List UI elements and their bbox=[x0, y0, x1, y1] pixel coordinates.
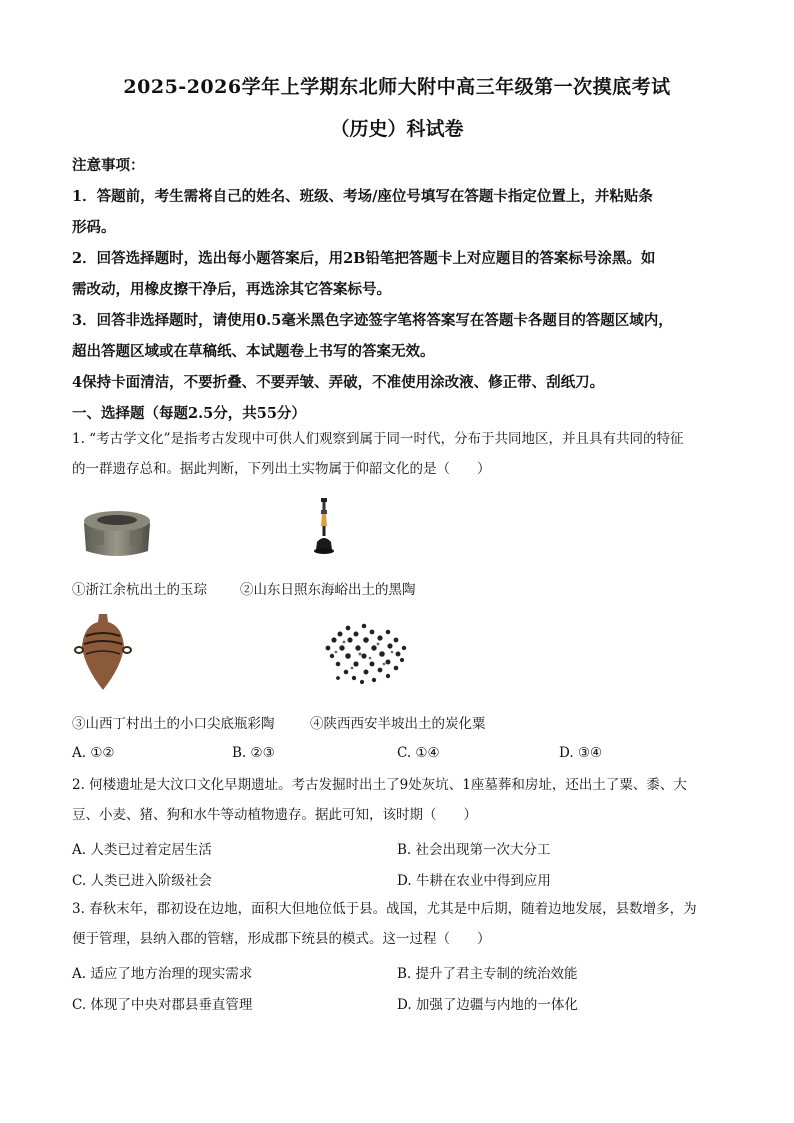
figure-caption-1: ①浙江余杭出土的玉琮 bbox=[72, 582, 207, 598]
option-a: A. 适应了地方治理的现实需求 bbox=[72, 966, 253, 982]
note-line: 3．回答非选择题时，请使用0.5毫米黑色字迹签字笔将答案写在答题卡各题目的答题区域内， bbox=[72, 312, 673, 329]
note-line: 2．回答选择题时，选出每小题答案后，用2B铅笔把答题卡上对应题目的答案标号涂黑。如 bbox=[72, 250, 656, 267]
question-1 bbox=[72, 424, 732, 484]
option-c: C. 体现了中央对郡县垂直管理 bbox=[72, 997, 253, 1013]
note-line: 形码。 bbox=[72, 219, 116, 236]
option-c: C. 人类已进入阶级社会 bbox=[72, 873, 212, 889]
option-d: D. 加强了边疆与内地的一体化 bbox=[397, 997, 578, 1013]
jade-cong-image bbox=[78, 505, 156, 561]
note-line: 1．答题前，考生需将自己的姓名、班级、考场/座位号填写在答题卡指定位置上，并粘贴条 bbox=[72, 188, 653, 205]
option-d: D. ③④ bbox=[559, 745, 603, 761]
notes-heading: 注意事项： bbox=[72, 157, 145, 174]
note-line: 需改动，用橡皮擦干净后，再选涂其它答案标号。 bbox=[72, 281, 391, 298]
question-2-stem-line: 2. 何楼遗址是大汶口文化早期遗址。考古发掘时出土了9处灰坑、1座墓葬和房址，还出土了粟、黍、大 bbox=[72, 777, 687, 793]
black-pottery-image bbox=[308, 496, 340, 558]
section-heading: 一、选择题（每题2.5分，共55分） bbox=[72, 405, 306, 422]
question-2-stem-line: 豆、小麦、猪、狗和水牛等动植物遗存。据此可知，该时期（ ） bbox=[72, 807, 477, 823]
question-3-stem-line: 便于管理，县纳入郡的管辖，形成郡下统县的模式。这一过程（ ） bbox=[72, 931, 491, 947]
figure-caption-3: ③山西丁村出土的小口尖底瓶彩陶 bbox=[72, 716, 275, 732]
note-line: 超出答题区域或在草稿纸、本试题卷上书写的答案无效。 bbox=[72, 343, 435, 360]
option-c: C. ①④ bbox=[397, 745, 440, 761]
question-3-options-row-1 bbox=[72, 962, 732, 984]
figure-caption-4: ④陕西西安半坡出土的炭化粟 bbox=[310, 716, 486, 732]
option-d: D. 牛耕在农业中得到应用 bbox=[397, 873, 551, 889]
question-2-options-row-2 bbox=[72, 869, 732, 891]
question-3 bbox=[72, 894, 732, 954]
option-b: B. 提升了君主专制的统治效能 bbox=[397, 966, 578, 982]
question-1-options bbox=[72, 745, 732, 767]
question-2 bbox=[72, 770, 732, 830]
notes-section bbox=[72, 150, 732, 429]
question-1-stem-line: 1. “考古学文化”是指考古发现中可供人们观察到属于同一时代，分布于共同地区，并且具有共同的特征 bbox=[72, 431, 684, 447]
exam-subject-title: （历史）科试卷 bbox=[330, 118, 464, 140]
option-b: B. 社会出现第一次大分工 bbox=[397, 842, 551, 858]
question-1-stem-line: 的一群遗存总和。据此判断，下列出土实物属于仰韶文化的是（ ） bbox=[72, 461, 491, 477]
carbonized-millet-image bbox=[318, 618, 410, 688]
exam-title: 2025-2026学年上学期东北师大附中高三年级第一次摸底考试 bbox=[123, 76, 671, 98]
option-b: B. ②③ bbox=[232, 745, 275, 761]
note-line: 4保持卡面清洁，不要折叠、不要弄皱、弄破，不准使用涂改液、修正带、刮纸刀。 bbox=[72, 374, 605, 391]
question-2-options-row-1 bbox=[72, 838, 732, 860]
option-a: A. 人类已过着定居生活 bbox=[72, 842, 212, 858]
figure-caption-2: ②山东日照东海峪出土的黑陶 bbox=[240, 582, 416, 598]
painted-pottery-bottle-image bbox=[72, 612, 134, 692]
option-a: A. ①② bbox=[72, 745, 115, 761]
question-3-options-row-2 bbox=[72, 993, 732, 1015]
question-3-stem-line: 3. 春秋末年，郡初设在边地，面积大但地位低于县。战国，尤其是中后期，随着边地发展，县数增多，为 bbox=[72, 901, 697, 917]
